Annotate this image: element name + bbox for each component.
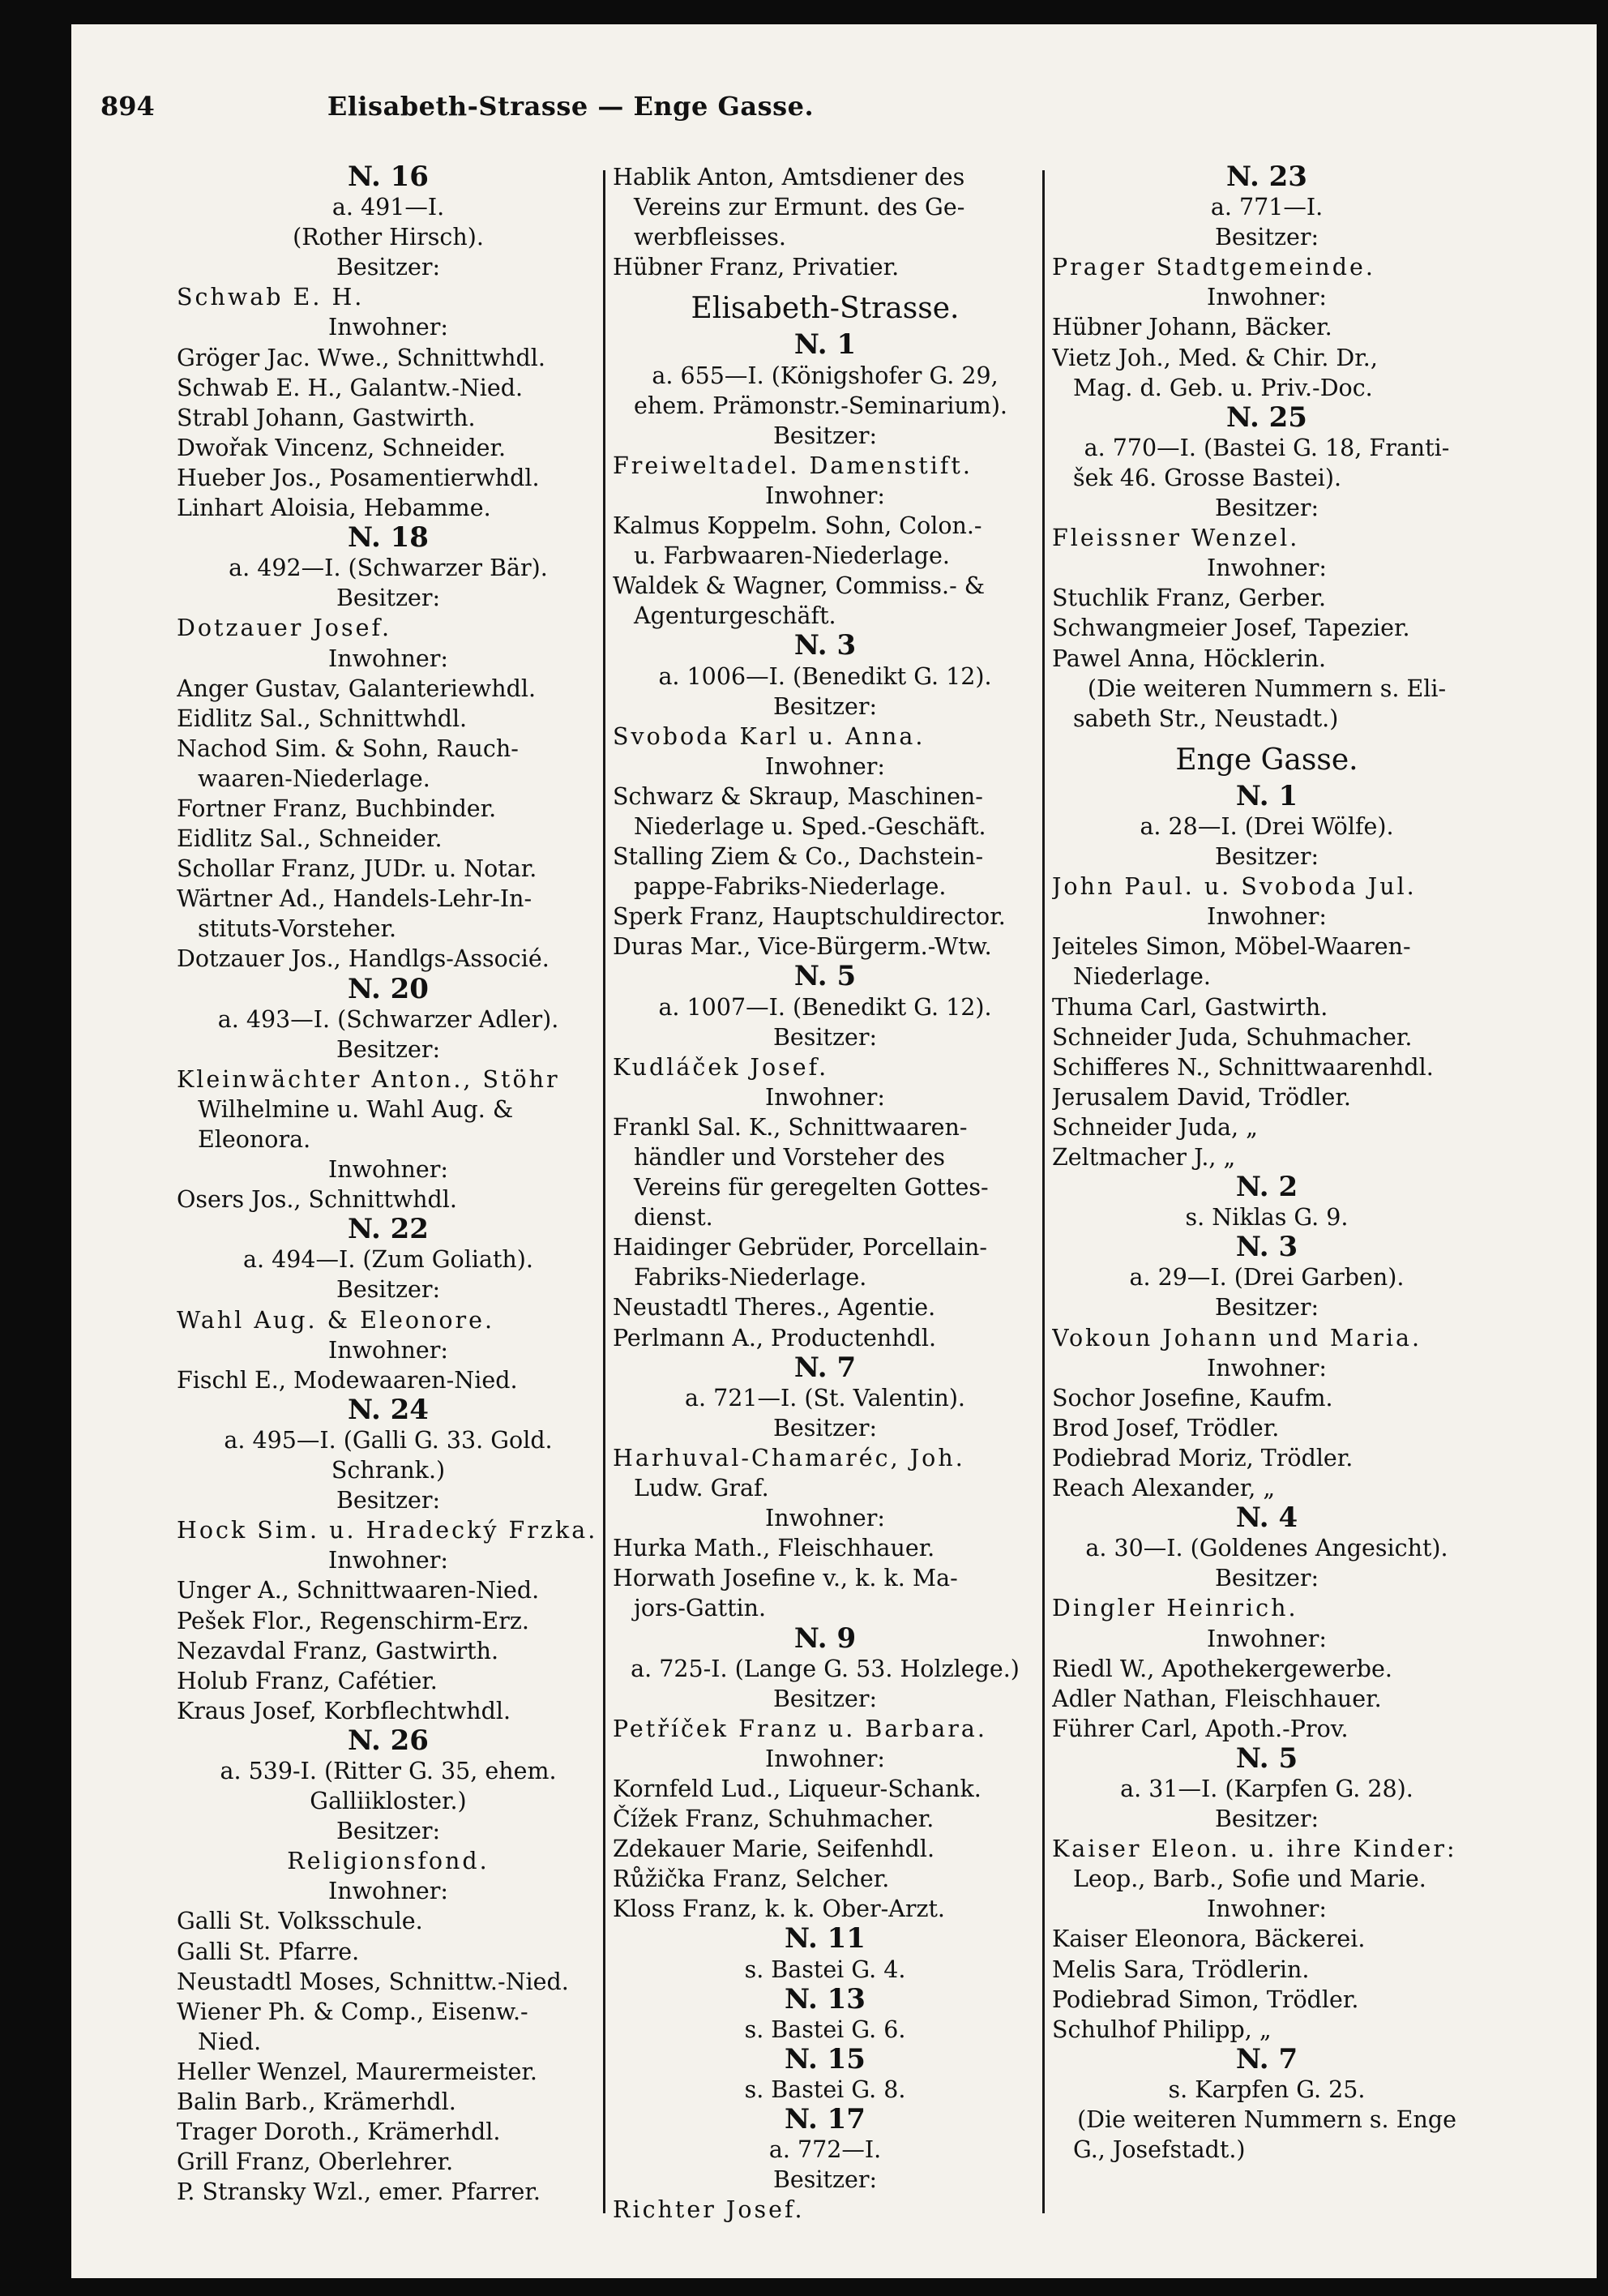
house-number-heading: N. 18 <box>348 521 429 555</box>
entry-line: Besitzer: <box>772 1414 878 1441</box>
entry-line: Gröger Jac. Wwe., Schnittwhdl. <box>177 344 545 371</box>
entry-line: Besitzer: <box>1214 1294 1319 1321</box>
entry-line: Hock Sim. u. Hradecký Frzka. <box>177 1517 598 1544</box>
entry-line: Svoboda Karl u. Anna. <box>613 722 926 750</box>
entry-line: Fischl E., Modewaaren-Nied. <box>177 1366 518 1394</box>
entry-line: Zdekauer Marie, Seifenhdl. <box>613 1836 935 1863</box>
entry-line: Schwab E. H. <box>177 284 365 311</box>
entry-line: Frankl Sal. K., Schnittwaaren- <box>613 1113 968 1141</box>
entry-line: stituts-Vorsteher. <box>198 915 397 943</box>
entry-line: a. 771—I. <box>1210 194 1324 221</box>
house-number-heading: N. 5 <box>793 960 857 993</box>
entry-line: Wilhelmine u. Wahl Aug. & <box>198 1095 514 1123</box>
entry-line: Kalmus Koppelm. Sohn, Colon.- <box>613 512 982 540</box>
entry-line: Grill Franz, Oberlehrer. <box>177 2148 454 2176</box>
entry-line: Inwohner: <box>328 1336 448 1364</box>
house-number-heading: N. 3 <box>793 629 857 662</box>
entry-line: Sochor Josefine, Kaufm. <box>1052 1384 1333 1411</box>
entry-line: a. 29—I. (Drei Garben). <box>1129 1264 1405 1292</box>
entry-line: Besitzer: <box>772 422 878 449</box>
entry-line: Inwohner: <box>1207 1354 1327 1381</box>
entry-line: Nezavdal Franz, Gastwirth. <box>177 1637 499 1664</box>
entry-line: Kaiser Eleonora, Bäckerei. <box>1052 1925 1366 1953</box>
page-number: 894 <box>100 91 155 122</box>
house-number-heading: N. 7 <box>793 1351 857 1384</box>
entry-line: a. 1007—I. (Benedikt G. 12). <box>658 993 992 1021</box>
entry-line: Kleinwächter Anton., Stöhr <box>177 1065 560 1093</box>
entry-line: Brod Josef, Trödler. <box>1052 1414 1280 1441</box>
entry-line: Inwohner: <box>765 752 885 780</box>
entry-line: Galli St. Pfarre. <box>177 1938 360 1965</box>
entry-line: Unger A., Schnittwaaren-Nied. <box>177 1577 540 1604</box>
entry-line: Wahl Aug. & Eleonore. <box>177 1306 495 1334</box>
entry-line: jors-Gattin. <box>634 1595 767 1622</box>
house-number-heading: N. 11 <box>785 1922 866 1955</box>
entry-line: Dotzauer Jos., Handlgs-Associé. <box>177 945 550 973</box>
entry-line: Jeiteles Simon, Möbel-Waaren- <box>1052 933 1411 961</box>
entry-line: Besitzer: <box>336 254 441 281</box>
entry-line: Eleonora. <box>198 1126 311 1153</box>
entry-line: Inwohner: <box>1207 1625 1327 1652</box>
entry-line: Agenturgeschäft. <box>634 602 836 630</box>
entry-line: Schwab E. H., Galantw.-Nied. <box>177 374 524 401</box>
entry-line: Schneider Juda, Schuhmacher. <box>1052 1023 1413 1051</box>
house-number-heading: N. 9 <box>793 1621 857 1655</box>
entry-line: Schrank.) <box>331 1457 446 1484</box>
entry-line: Hueber Jos., Posamentierwhdl. <box>177 464 540 491</box>
entry-line: Niederlage. <box>1073 963 1211 991</box>
entry-line: a. 30—I. (Goldenes Angesicht). <box>1085 1535 1448 1562</box>
entry-line: sabeth Str., Neustadt.) <box>1073 705 1339 732</box>
entry-line: (Die weiteren Nummern s. Enge <box>1077 2106 1456 2133</box>
entry-line: Reach Alexander, „ <box>1052 1475 1276 1502</box>
entry-line: Besitzer: <box>772 1685 878 1712</box>
entry-line: (Rother Hirsch). <box>293 224 484 251</box>
entry-line: Vereins für geregelten Gottes- <box>634 1174 989 1202</box>
entry-line: a. 1006—I. (Benedikt G. 12). <box>658 662 992 690</box>
entry-line: Riedl W., Apothekergewerbe. <box>1052 1655 1392 1682</box>
entry-line: Trager Doroth., Krämerhdl. <box>177 2118 501 2146</box>
entry-line: Religionsfond. <box>287 1848 490 1875</box>
entry-line: Zeltmacher J., „ <box>1052 1144 1236 1171</box>
entry-line: Osers Jos., Schnittwhdl. <box>177 1186 457 1214</box>
entry-line: Inwohner: <box>328 645 448 672</box>
entry-line: Schwangmeier Josef, Tapezier. <box>1052 615 1410 642</box>
entry-line: Holub Franz, Cafétier. <box>177 1667 438 1694</box>
entry-line: Inwohner: <box>328 1547 448 1574</box>
entry-line: Hurka Math., Fleischhauer. <box>613 1535 935 1562</box>
entry-line: Fabriks-Niederlage. <box>634 1264 867 1292</box>
entry-line: Inwohner: <box>1207 903 1327 931</box>
entry-line: Freiweltadel. Damenstift. <box>613 452 973 479</box>
column-middle <box>613 162 1037 2225</box>
entry-line: Inwohner: <box>328 1878 448 1905</box>
entry-line: Čížek Franz, Schuhmacher. <box>613 1806 934 1833</box>
house-number-heading: N. 16 <box>348 161 429 193</box>
entry-line: Inwohner: <box>765 1083 885 1111</box>
entry-line: Wärtner Ad., Handels-Lehr-In- <box>177 885 532 913</box>
entry-line: Besitzer: <box>1214 495 1319 522</box>
entry-line: Inwohner: <box>765 1505 885 1532</box>
entry-line: Schollar Franz, JUDr. u. Notar. <box>177 855 537 883</box>
entry-line: Eidlitz Sal., Schnittwhdl. <box>177 705 468 732</box>
entry-line: a. 491—I. <box>331 194 445 221</box>
entry-line: Pawel Anna, Höcklerin. <box>1052 645 1327 672</box>
entry-line: waaren-Niederlage. <box>198 765 430 792</box>
entry-line: s. Niklas G. 9. <box>1185 1204 1349 1232</box>
column-left <box>177 162 600 2207</box>
entry-line: dienst. <box>634 1204 713 1232</box>
house-number-heading: N. 7 <box>1235 2042 1298 2075</box>
entry-line: s. Bastei G. 8. <box>744 2075 906 2103</box>
entry-line: a. 492—I. (Schwarzer Bär). <box>229 555 548 582</box>
entry-line: Besitzer: <box>336 1276 441 1304</box>
entry-line: šek 46. Grosse Bastei). <box>1073 464 1342 491</box>
entry-line: Galliikloster.) <box>310 1788 467 1815</box>
entry-line: Nachod Sim. & Sohn, Rauch- <box>177 735 519 762</box>
entry-line: Schneider Juda, „ <box>1052 1113 1258 1141</box>
entry-line: Strabl Johann, Gastwirth. <box>177 404 476 431</box>
house-number-heading: N. 17 <box>785 2103 866 2135</box>
entry-line: u. Farbwaaren-Niederlage. <box>634 542 950 570</box>
entry-line: Besitzer: <box>1214 1565 1319 1592</box>
entry-line: Hübner Johann, Bäcker. <box>1052 314 1332 341</box>
entry-line: Besitzer: <box>772 692 878 720</box>
entry-line: werbfleisses. <box>634 224 786 251</box>
entry-line: Besitzer: <box>336 1818 441 1845</box>
entry-line: Inwohner: <box>1207 555 1327 582</box>
entry-line: a. 495—I. (Galli G. 33. Gold. <box>224 1426 553 1454</box>
house-number-heading: N. 1 <box>1235 779 1298 812</box>
street-section-title: Elisabeth-Strasse. <box>691 292 960 326</box>
entry-line: Harhuval-Chamaréc, Joh. <box>613 1444 965 1471</box>
entry-line: Besitzer: <box>1214 224 1319 251</box>
entry-line: Besitzer: <box>772 1023 878 1051</box>
entry-line: Niederlage u. Sped.-Geschäft. <box>634 812 986 840</box>
entry-line: Kudláček Josef. <box>613 1053 829 1081</box>
entry-line: Stalling Ziem & Co., Dachstein- <box>613 843 984 871</box>
entry-line: Schulhof Philipp, „ <box>1052 2015 1272 2043</box>
entry-line: a. 655—I. (Königshofer G. 29, <box>652 362 999 389</box>
entry-line: a. 770—I. (Bastei G. 18, Franti- <box>1084 434 1450 461</box>
entry-line: Ludw. Graf. <box>634 1475 769 1502</box>
entry-line: Leop., Barb., Sofie und Marie. <box>1073 1866 1426 1893</box>
house-number-heading: N. 23 <box>1226 161 1307 193</box>
entry-line: Schifferes N., Schnittwaarenhdl. <box>1052 1053 1434 1081</box>
entry-line: s. Bastei G. 6. <box>744 2015 906 2043</box>
entry-line: Melis Sara, Trödlerin. <box>1052 1955 1310 1983</box>
house-number-heading: N. 25 <box>1226 401 1307 434</box>
entry-line: a. 28—I. (Drei Wölfe). <box>1140 812 1394 840</box>
house-number-heading: N. 2 <box>1235 1171 1298 1204</box>
entry-line: Kornfeld Lud., Liqueur-Schank. <box>613 1775 981 1802</box>
entry-line: Wiener Ph. & Comp., Eisenw.- <box>177 1998 528 2025</box>
entry-line: Anger Gustav, Galanteriewhdl. <box>177 675 537 702</box>
house-number-heading: N. 15 <box>785 2042 866 2075</box>
entry-line: a. 539-I. (Ritter G. 35, ehem. <box>220 1757 557 1784</box>
entry-line: Besitzer: <box>1214 843 1319 871</box>
entry-line: (Die weiteren Nummern s. Eli- <box>1087 675 1447 702</box>
entry-line: Růžička Franz, Selcher. <box>613 1866 890 1893</box>
house-number-heading: N. 20 <box>348 972 429 1005</box>
entry-line: Inwohner: <box>765 482 885 509</box>
entry-line: Heller Wenzel, Maurermeister. <box>177 2058 537 2085</box>
entry-line: Besitzer: <box>336 1487 441 1514</box>
entry-line: Dingler Heinrich. <box>1052 1595 1298 1622</box>
entry-line: Besitzer: <box>336 1035 441 1063</box>
entry-line: Nied. <box>198 2028 262 2055</box>
entry-line: Adler Nathan, Fleischhauer. <box>1052 1685 1382 1712</box>
house-number-heading: N. 4 <box>1235 1501 1298 1535</box>
entry-line: Inwohner: <box>328 1156 448 1184</box>
entry-line: pappe-Fabriks-Niederlage. <box>634 873 947 901</box>
entry-line: Pešek Flor., Regenschirm-Erz. <box>177 1607 529 1634</box>
entry-line: Sperk Franz, Hauptschuldirector. <box>613 903 1006 931</box>
entry-line: Thuma Carl, Gastwirth. <box>1052 993 1328 1021</box>
entry-line: Galli St. Volksschule. <box>177 1908 423 1935</box>
entry-line: Fortner Franz, Buchbinder. <box>177 795 497 822</box>
page-title: Elisabeth-Strasse — Enge Gasse. <box>327 91 815 122</box>
entry-line: Dotzauer Josef. <box>177 615 392 642</box>
column-right <box>1052 162 1482 2165</box>
street-section-title: Enge Gasse. <box>1175 743 1358 777</box>
entry-line: Hablik Anton, Amtsdiener des <box>613 164 965 191</box>
entry-line: händler und Vorsteher des <box>634 1144 945 1171</box>
entry-line: Hübner Franz, Privatier. <box>613 254 900 281</box>
entry-line: Balin Barb., Krämerhdl. <box>177 2088 456 2115</box>
entry-line: Inwohner: <box>1207 284 1327 311</box>
entry-line: Stuchlik Franz, Gerber. <box>1052 585 1327 612</box>
entry-line: Linhart Aloisia, Hebamme. <box>177 495 491 522</box>
house-number-heading: N. 22 <box>348 1213 429 1246</box>
entry-line: ehem. Prämonstr.-Seminarium). <box>634 392 1007 419</box>
house-number-heading: N. 26 <box>348 1724 429 1757</box>
house-number-heading: N. 13 <box>785 1982 866 2015</box>
entry-line: Vietz Joh., Med. & Chir. Dr., <box>1052 344 1378 371</box>
entry-line: a. 772—I. <box>768 2136 882 2164</box>
entry-line: Besitzer: <box>336 585 441 612</box>
entry-line: Kaiser Eleon. u. ihre Kinder: <box>1052 1836 1457 1863</box>
entry-line: Waldek & Wagner, Commiss.- & <box>613 572 986 600</box>
entry-line: G., Josefstadt.) <box>1073 2136 1246 2164</box>
entry-line: a. 493—I. (Schwarzer Adler). <box>217 1005 559 1033</box>
house-number-heading: N. 5 <box>1235 1741 1298 1775</box>
house-number-heading: N. 1 <box>793 328 857 362</box>
entry-line: a. 494—I. (Zum Goliath). <box>243 1246 533 1274</box>
entry-line: Inwohner: <box>765 1745 885 1772</box>
entry-line: Richter Josef. <box>613 2196 805 2224</box>
house-number-heading: N. 24 <box>348 1393 429 1426</box>
entry-line: s. Bastei G. 4. <box>744 1955 906 1983</box>
column-divider <box>1042 170 1045 2213</box>
entry-line: Prager Stadtgemeinde. <box>1052 254 1375 281</box>
entry-line: Inwohner: <box>1207 1895 1327 1923</box>
entry-line: Jerusalem David, Trödler. <box>1052 1083 1351 1111</box>
entry-line: Dwořak Vincenz, Schneider. <box>177 434 507 461</box>
entry-line: Kloss Franz, k. k. Ober-Arzt. <box>613 1895 945 1923</box>
entry-line: Schwarz & Skraup, Maschinen- <box>613 782 983 810</box>
entry-line: Petříček Franz u. Barbara. <box>613 1715 987 1742</box>
entry-line: John Paul. u. Svoboda Jul. <box>1052 873 1417 901</box>
entry-line: Podiebrad Moriz, Trödler. <box>1052 1444 1354 1471</box>
entry-line: Duras Mar., Vice-Bürgerm.-Wtw. <box>613 933 992 961</box>
entry-line: a. 31—I. (Karpfen G. 28). <box>1120 1775 1413 1802</box>
entry-line: s. Karpfen G. 25. <box>1168 2075 1366 2103</box>
entry-line: Besitzer: <box>772 2166 878 2194</box>
entry-line: a. 721—I. (St. Valentin). <box>685 1384 965 1411</box>
entry-line: Eidlitz Sal., Schneider. <box>177 825 443 853</box>
entry-line: Fleissner Wenzel. <box>1052 525 1300 552</box>
entry-line: Besitzer: <box>1214 1806 1319 1833</box>
entry-line: Haidinger Gebrüder, Porcellain- <box>613 1234 987 1262</box>
entry-line: P. Stransky Wzl., emer. Pfarrer. <box>177 2178 541 2206</box>
entry-line: Neustadtl Moses, Schnittw.-Nied. <box>177 1968 569 1995</box>
column-divider <box>603 170 605 2213</box>
entry-line: Podiebrad Simon, Trödler. <box>1052 1985 1359 2013</box>
entry-line: Inwohner: <box>328 314 448 341</box>
entry-line: Neustadtl Theres., Agentie. <box>613 1294 936 1321</box>
entry-line: Mag. d. Geb. u. Priv.-Doc. <box>1073 374 1373 401</box>
entry-line: Kraus Josef, Korbflechtwhdl. <box>177 1697 511 1724</box>
entry-line: Horwath Josefine v., k. k. Ma- <box>613 1565 958 1592</box>
entry-line: Perlmann A., Productenhdl. <box>613 1324 937 1351</box>
page-header <box>100 91 1041 131</box>
entry-line: Vereins zur Ermunt. des Ge- <box>634 194 965 221</box>
entry-line: Vokoun Johann und Maria. <box>1052 1324 1422 1351</box>
entry-line: a. 725-I. (Lange G. 53. Holzlege.) <box>631 1655 1020 1682</box>
house-number-heading: N. 3 <box>1235 1231 1298 1264</box>
entry-line: Führer Carl, Apoth.-Prov. <box>1052 1715 1349 1742</box>
